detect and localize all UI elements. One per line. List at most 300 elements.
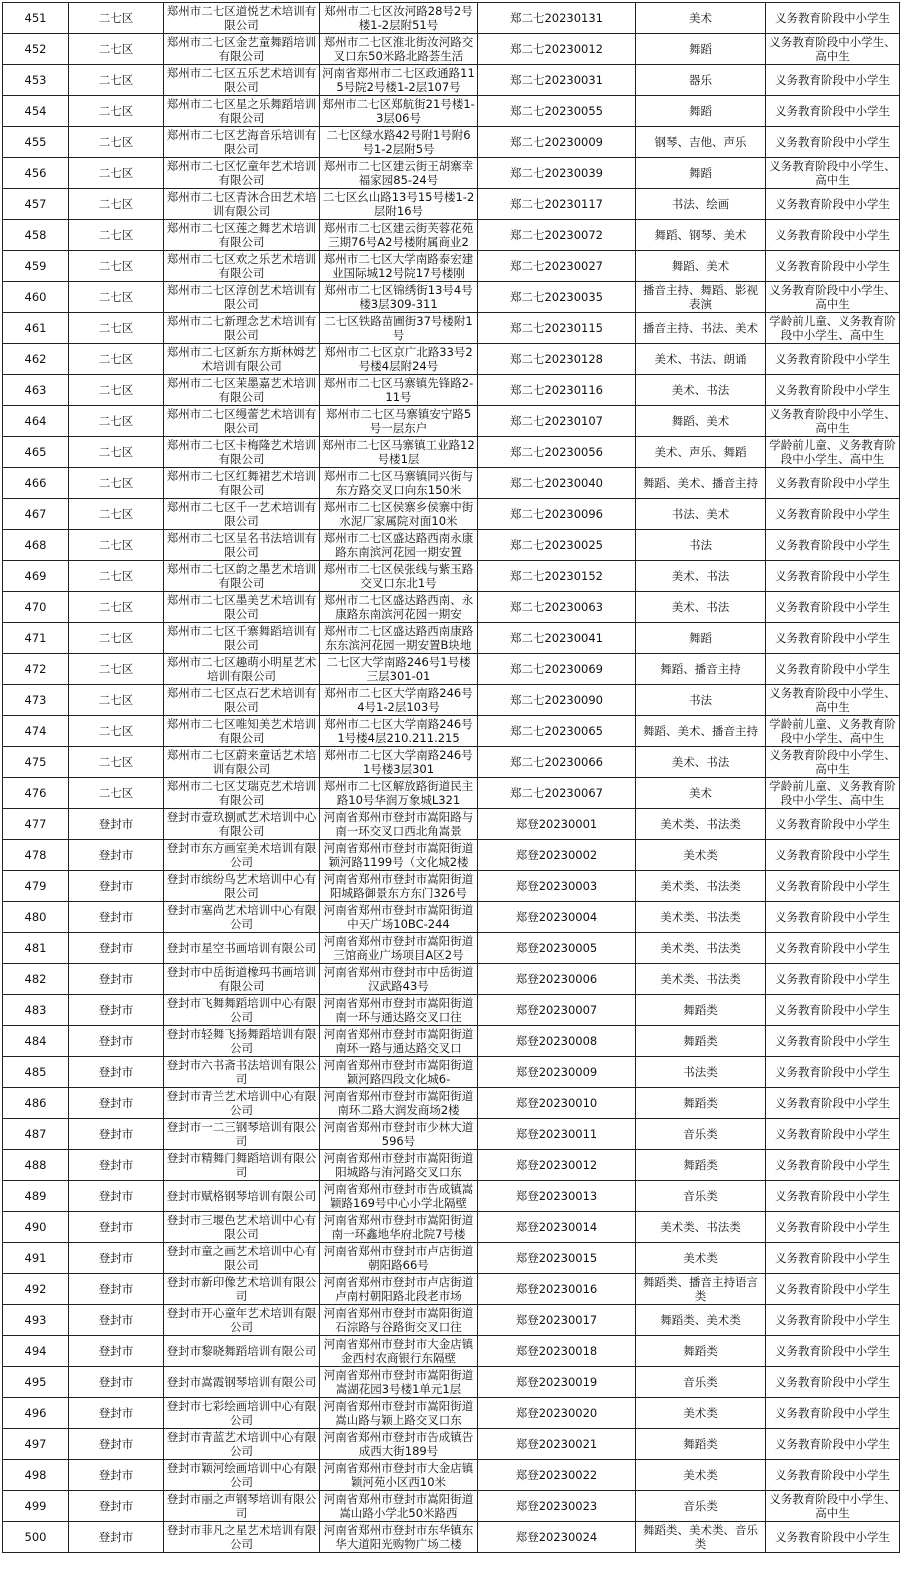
- institution-name-cell: [164, 468, 320, 499]
- row-number-text: 471: [24, 631, 47, 645]
- table-row: [3, 623, 900, 654]
- audience-cell-text: 义务教育阶段中小学生: [775, 1096, 890, 1110]
- category-cell: [636, 1088, 766, 1119]
- category-cell-text: 美术类、书法类: [660, 879, 741, 893]
- row-number-text: 490: [24, 1220, 47, 1234]
- category-cell-text: 舞蹈类、美术类、音乐类: [643, 1523, 758, 1551]
- address-cell-text: 郑州市二七区淮北街汝河路交叉口东50米路北路荟生活: [323, 35, 474, 63]
- table-row: [3, 1367, 900, 1398]
- license-code-cell: [478, 96, 636, 127]
- district-cell: [69, 933, 164, 964]
- institution-name-cell-text: 登封市青蓝艺术培训中心有限公司: [166, 1430, 317, 1458]
- address-cell-text: 河南省郑州市登封市嵩阳路与南一环交叉口西北角嵩景: [323, 810, 474, 838]
- institution-name-cell-text: 郑州市二七区艺海音乐培训有限公司: [166, 128, 317, 156]
- license-code-cell: [478, 1057, 636, 1088]
- license-code-cell-text: 郑二七20230066: [509, 755, 604, 769]
- address-cell: [320, 1088, 478, 1119]
- institution-name-cell-text: 郑州市二七区莲之舞艺术培训有限公司: [166, 221, 317, 249]
- audience-cell-text: 义务教育阶段中小学生: [775, 1313, 890, 1327]
- license-code-cell: [478, 530, 636, 561]
- row-number-text: 476: [24, 786, 47, 800]
- address-cell: [320, 96, 478, 127]
- category-cell: [636, 1367, 766, 1398]
- address-cell-text: 二七区大学南路246号1号楼三层301-01: [326, 655, 471, 683]
- category-cell: [636, 1119, 766, 1150]
- row-number-text: 475: [24, 755, 47, 769]
- category-cell-text: 美术类、书法类: [660, 910, 741, 924]
- license-code-cell: [478, 747, 636, 778]
- license-code-cell: [478, 1522, 636, 1553]
- district-cell: [69, 1491, 164, 1522]
- row-number-text: 457: [24, 197, 47, 211]
- table-row: [3, 96, 900, 127]
- license-code-cell-text: 郑登20230012: [515, 1158, 598, 1172]
- license-code-cell: [478, 34, 636, 65]
- license-code-cell-text: 郑二七20230055: [509, 104, 604, 118]
- category-cell-text: 美术: [689, 11, 712, 25]
- institution-name-cell: [164, 127, 320, 158]
- row-number-text: 465: [24, 445, 47, 459]
- row-number-text: 463: [24, 383, 47, 397]
- category-cell: [636, 1522, 766, 1553]
- row-number: [3, 3, 69, 34]
- license-code-cell: [478, 3, 636, 34]
- row-number-text: 487: [24, 1127, 47, 1141]
- district-cell-text: 二七区: [98, 786, 134, 800]
- category-cell: [636, 189, 766, 220]
- license-code-cell: [478, 1181, 636, 1212]
- audience-cell-text: 义务教育阶段中小学生: [775, 1468, 890, 1482]
- license-code-cell-text: 郑登20230005: [515, 941, 598, 955]
- row-number: [3, 375, 69, 406]
- audience-cell-text: 义务教育阶段中小学生: [775, 11, 890, 25]
- district-cell-text: 登封市: [98, 1065, 134, 1079]
- institution-name-cell-text: 登封市精舞门舞蹈培训有限公司: [166, 1151, 317, 1179]
- row-number: [3, 220, 69, 251]
- institution-name-cell: [164, 871, 320, 902]
- category-cell: [636, 871, 766, 902]
- audience-cell: [766, 468, 900, 499]
- address-cell-text: 郑州市二七区汝河路28号2号楼1-2层附51号: [324, 4, 473, 32]
- address-cell: [320, 592, 478, 623]
- table-row: [3, 282, 900, 313]
- address-cell-text: 郑州市二七区建云街王胡寨幸福家园85-24号: [323, 159, 474, 187]
- category-cell: [636, 1212, 766, 1243]
- district-cell: [69, 654, 164, 685]
- license-code-cell-text: 郑登20230013: [515, 1189, 598, 1203]
- category-cell: [636, 747, 766, 778]
- table-row: [3, 1150, 900, 1181]
- address-cell-text: 郑州市二七区京广北路33号2号楼4层附24号: [324, 345, 473, 373]
- institution-name-cell: [164, 344, 320, 375]
- audience-cell-text: 义务教育阶段中小学生、高中生: [769, 1492, 896, 1520]
- license-code-cell: [478, 1088, 636, 1119]
- institution-name-cell-text: 郑州市二七区五乐艺术培训有限公司: [166, 66, 317, 94]
- audience-cell: [766, 1057, 900, 1088]
- address-cell: [320, 654, 478, 685]
- license-code-cell: [478, 1212, 636, 1243]
- row-number: [3, 716, 69, 747]
- institution-name-cell: [164, 654, 320, 685]
- audience-cell-text: 义务教育阶段中小学生: [775, 1375, 890, 1389]
- row-number: [3, 1088, 69, 1119]
- category-cell-text: 音乐类: [683, 1127, 718, 1141]
- category-cell-text: 美术、书法: [671, 600, 730, 614]
- row-number: [3, 964, 69, 995]
- institution-name-cell: [164, 1274, 320, 1305]
- category-cell: [636, 1243, 766, 1274]
- row-number-text: 484: [24, 1034, 47, 1048]
- institution-name-cell: [164, 499, 320, 530]
- institution-name-cell-text: 登封市壹玖捌贰艺术培训中心有限公司: [166, 810, 317, 838]
- district-cell-text: 登封市: [98, 817, 134, 831]
- license-code-cell-text: 郑二七20230096: [509, 507, 604, 521]
- audience-cell: [766, 1336, 900, 1367]
- row-number-text: 489: [24, 1189, 47, 1203]
- category-cell-text: 美术类: [683, 1468, 718, 1482]
- address-cell-text: 河南省郑州市登封市嵩阳街道石淙路与谷路街交叉口往: [323, 1306, 474, 1334]
- row-number-text: 486: [24, 1096, 47, 1110]
- category-cell-text: 钢琴、吉他、声乐: [654, 135, 747, 149]
- row-number: [3, 902, 69, 933]
- row-number: [3, 406, 69, 437]
- category-cell-text: 音乐类: [683, 1375, 718, 1389]
- district-cell-text: 二七区: [98, 290, 134, 304]
- institution-name-cell: [164, 809, 320, 840]
- table-row: [3, 34, 900, 65]
- address-cell: [320, 1119, 478, 1150]
- row-number: [3, 809, 69, 840]
- license-code-cell-text: 郑登20230016: [515, 1282, 598, 1296]
- institution-name-cell-text: 郑州市二七区青沐合田艺术培训有限公司: [166, 190, 317, 218]
- row-number-text: 499: [24, 1499, 47, 1513]
- institution-name-cell-text: 登封市嵩霞钢琴培训有限公司: [166, 1375, 317, 1389]
- audience-cell: [766, 933, 900, 964]
- institution-name-cell: [164, 1119, 320, 1150]
- row-number: [3, 251, 69, 282]
- category-cell-text: 舞蹈类: [683, 1003, 718, 1017]
- district-cell-text: 二七区: [98, 228, 134, 242]
- table-row: [3, 1088, 900, 1119]
- address-cell-text: 郑州市二七区马寨镇工业路12号楼1层: [322, 438, 475, 466]
- address-cell: [320, 313, 478, 344]
- row-number: [3, 747, 69, 778]
- district-cell-text: 登封市: [98, 1406, 134, 1420]
- license-code-cell-text: 郑二七20230035: [509, 290, 604, 304]
- address-cell-text: 郑州市二七区马寨镇先锋路2-11号: [323, 376, 474, 404]
- license-code-cell: [478, 65, 636, 96]
- license-code-cell: [478, 1336, 636, 1367]
- district-cell-text: 登封市: [98, 1003, 134, 1017]
- district-cell-text: 二七区: [98, 383, 134, 397]
- row-number-text: 497: [24, 1437, 47, 1451]
- district-cell-text: 二七区: [98, 569, 134, 583]
- audience-cell-text: 义务教育阶段中小学生: [775, 1158, 890, 1172]
- address-cell-text: 郑州市二七区大学南路246号1号楼3层301: [324, 748, 473, 776]
- row-number: [3, 592, 69, 623]
- district-cell-text: 二七区: [98, 631, 134, 645]
- institution-name-cell-text: 登封市新印像艺术培训有限公司: [166, 1275, 317, 1303]
- table-row: [3, 1522, 900, 1553]
- table-row: [3, 1212, 900, 1243]
- category-cell: [636, 654, 766, 685]
- license-code-cell-text: 郑登20230001: [515, 817, 598, 831]
- license-code-cell-text: 郑二七20230041: [509, 631, 604, 645]
- audience-cell-text: 义务教育阶段中小学生: [775, 383, 890, 397]
- institution-name-cell: [164, 1088, 320, 1119]
- address-cell: [320, 344, 478, 375]
- table-body: [3, 3, 900, 1553]
- license-code-cell: [478, 220, 636, 251]
- audience-cell: [766, 871, 900, 902]
- row-number: [3, 933, 69, 964]
- district-cell: [69, 747, 164, 778]
- row-number: [3, 530, 69, 561]
- category-cell-text: 美术类、书法类: [660, 817, 741, 831]
- table-row: [3, 654, 900, 685]
- district-cell: [69, 623, 164, 654]
- address-cell-text: 郑州市二七区马寨镇同兴街与东方路交叉口向东150米: [323, 469, 474, 497]
- institution-name-cell-text: 郑州市二七区趣萌小明星艺术培训有限公司: [166, 655, 317, 683]
- institution-name-cell: [164, 251, 320, 282]
- category-cell-text: 美术、声乐、舞蹈: [654, 445, 747, 459]
- institution-name-cell-text: 郑州市二七区金艺童舞蹈培训有限公司: [166, 35, 317, 63]
- category-cell: [636, 1491, 766, 1522]
- audience-cell: [766, 1026, 900, 1057]
- institution-name-cell-text: 郑州市二七区道悦艺术培训有限公司: [166, 4, 317, 32]
- institution-name-cell: [164, 1429, 320, 1460]
- audience-cell: [766, 1212, 900, 1243]
- license-code-cell: [478, 251, 636, 282]
- row-number-text: 480: [24, 910, 47, 924]
- institution-name-cell: [164, 902, 320, 933]
- district-cell: [69, 96, 164, 127]
- district-cell: [69, 592, 164, 623]
- license-code-cell-text: 郑登20230008: [515, 1034, 598, 1048]
- institution-name-cell: [164, 716, 320, 747]
- row-number-text: 488: [24, 1158, 47, 1172]
- address-cell-text: 郑州市二七区解放路街道民主路10号华润万象城L321: [323, 779, 474, 807]
- category-cell-text: 音乐类: [683, 1499, 718, 1513]
- license-code-cell: [478, 1429, 636, 1460]
- district-cell-text: 登封市: [98, 1468, 134, 1482]
- address-cell: [320, 1181, 478, 1212]
- audience-cell-text: 义务教育阶段中小学生: [775, 352, 890, 366]
- license-code-cell: [478, 716, 636, 747]
- row-number-text: 464: [24, 414, 47, 428]
- category-cell-text: 播音主持、舞蹈、影视表演: [643, 283, 758, 311]
- audience-cell: [766, 561, 900, 592]
- address-cell-text: 河南省郑州市登封市告成镇告成西大街189号: [323, 1430, 474, 1458]
- category-cell-text: 美术类: [683, 1406, 718, 1420]
- address-cell: [320, 902, 478, 933]
- address-cell: [320, 158, 478, 189]
- audience-cell-text: 义务教育阶段中小学生: [775, 848, 890, 862]
- row-number: [3, 313, 69, 344]
- table-row: [3, 499, 900, 530]
- institution-name-cell-text: 登封市颖河绘画培训中心有限公司: [166, 1461, 317, 1489]
- address-cell: [320, 685, 478, 716]
- district-cell-text: 二七区: [98, 352, 134, 366]
- institution-name-cell: [164, 375, 320, 406]
- audience-cell: [766, 685, 900, 716]
- license-code-cell-text: 郑二七20230107: [509, 414, 604, 428]
- audience-cell: [766, 1522, 900, 1553]
- table-row: [3, 189, 900, 220]
- institution-name-cell: [164, 437, 320, 468]
- district-cell-text: 登封市: [98, 1375, 134, 1389]
- table-row: [3, 127, 900, 158]
- row-number-text: 451: [24, 11, 47, 25]
- row-number: [3, 685, 69, 716]
- row-number: [3, 1212, 69, 1243]
- row-number: [3, 282, 69, 313]
- license-code-cell: [478, 127, 636, 158]
- audience-cell-text: 义务教育阶段中小学生、高中生: [769, 748, 896, 776]
- row-number-text: 468: [24, 538, 47, 552]
- audience-cell-text: 义务教育阶段中小学生: [775, 1034, 890, 1048]
- address-cell: [320, 127, 478, 158]
- institution-name-cell-text: 登封市童之画艺术培训中心有限公司: [166, 1244, 317, 1272]
- audience-cell-text: 义务教育阶段中小学生: [775, 879, 890, 893]
- district-cell: [69, 1460, 164, 1491]
- row-number: [3, 1460, 69, 1491]
- district-cell-text: 二七区: [98, 321, 134, 335]
- row-number: [3, 1243, 69, 1274]
- address-cell: [320, 468, 478, 499]
- district-cell-text: 登封市: [98, 1189, 134, 1203]
- address-cell: [320, 1522, 478, 1553]
- institution-name-cell-text: 登封市星空书画培训有限公司: [166, 941, 317, 955]
- license-code-cell: [478, 902, 636, 933]
- district-cell-text: 二七区: [98, 600, 134, 614]
- license-code-cell-text: 郑登20230019: [515, 1375, 598, 1389]
- audience-cell: [766, 1243, 900, 1274]
- category-cell: [636, 1150, 766, 1181]
- institution-name-cell: [164, 406, 320, 437]
- audience-cell-text: 义务教育阶段中小学生: [775, 1251, 890, 1265]
- category-cell-text: 舞蹈、美术: [671, 414, 730, 428]
- institution-name-cell: [164, 1212, 320, 1243]
- district-cell: [69, 530, 164, 561]
- category-cell-text: 美术类: [683, 848, 718, 862]
- institution-name-cell: [164, 840, 320, 871]
- table-row: [3, 1181, 900, 1212]
- audience-cell: [766, 3, 900, 34]
- address-cell: [320, 840, 478, 871]
- district-cell: [69, 561, 164, 592]
- institution-name-cell-text: 登封市塞尚艺术培训中心有限公司: [166, 903, 317, 931]
- address-cell-text: 河南省郑州市二七区政通路115号院2号楼1-2层107号: [322, 66, 475, 94]
- row-number: [3, 499, 69, 530]
- row-number: [3, 654, 69, 685]
- institution-name-cell-text: 登封市七彩绘画培训中心有限公司: [166, 1399, 317, 1427]
- district-cell: [69, 468, 164, 499]
- address-cell-text: 郑州市二七区侯张线与紫玉路交叉口东北1号: [323, 562, 474, 590]
- table-row: [3, 933, 900, 964]
- address-cell-text: 河南省郑州市登封市东华镇东华大道阳光购物广场二楼: [323, 1523, 474, 1551]
- category-cell-text: 舞蹈、钢琴、美术: [654, 228, 747, 242]
- license-code-cell-text: 郑二七20230072: [509, 228, 604, 242]
- category-cell: [636, 561, 766, 592]
- license-code-cell-text: 郑二七20230063: [509, 600, 604, 614]
- address-cell: [320, 747, 478, 778]
- license-code-cell-text: 郑二七20230056: [509, 445, 604, 459]
- address-cell-text: 郑州市二七区盛达路西南永康路东南滨河花园一期安置: [323, 531, 474, 559]
- address-cell-text: 二七区绿水路42号附1号附6号1-2层附5号: [326, 128, 471, 156]
- category-cell-text: 舞蹈、美术: [671, 259, 730, 273]
- license-code-cell: [478, 1305, 636, 1336]
- category-cell-text: 播音主持、书法、美术: [643, 321, 758, 335]
- category-cell-text: 音乐类: [683, 1189, 718, 1203]
- address-cell: [320, 1336, 478, 1367]
- license-code-cell: [478, 189, 636, 220]
- address-cell: [320, 65, 478, 96]
- audience-cell-text: 义务教育阶段中小学生: [775, 259, 890, 273]
- address-cell: [320, 995, 478, 1026]
- audience-cell-text: 义务教育阶段中小学生: [775, 73, 890, 87]
- category-cell: [636, 96, 766, 127]
- license-code-cell: [478, 561, 636, 592]
- audience-cell-text: 义务教育阶段中小学生: [775, 104, 890, 118]
- license-code-cell-text: 郑二七20230012: [509, 42, 604, 56]
- audience-cell: [766, 1150, 900, 1181]
- audience-cell-text: 义务教育阶段中小学生、高中生: [769, 159, 896, 187]
- district-cell-text: 登封市: [98, 941, 134, 955]
- category-cell-text: 美术类: [683, 1251, 718, 1265]
- table-row: [3, 3, 900, 34]
- audience-cell: [766, 282, 900, 313]
- category-cell-text: 舞蹈: [689, 104, 712, 118]
- institution-name-cell-text: 登封市开心童年艺术培训有限公司: [166, 1306, 317, 1334]
- table-row: [3, 1460, 900, 1491]
- institution-name-cell: [164, 1491, 320, 1522]
- address-cell-text: 郑州市二七区马寨镇安宁路5号一层东户: [325, 407, 472, 435]
- institution-name-cell-text: 登封市飞舞舞蹈培训中心有限公司: [166, 996, 317, 1024]
- audience-cell: [766, 189, 900, 220]
- audience-cell-text: 义务教育阶段中小学生: [775, 662, 890, 676]
- license-code-cell-text: 郑二七20230069: [509, 662, 604, 676]
- table-row: [3, 437, 900, 468]
- row-number-text: 456: [24, 166, 47, 180]
- institution-name-cell-text: 登封市轻舞飞扬舞蹈培训有限公司: [166, 1027, 317, 1055]
- category-cell-text: 书法、绘画: [671, 197, 730, 211]
- row-number: [3, 127, 69, 158]
- institution-name-cell-text: 郑州市二七区星之乐舞蹈培训有限公司: [166, 97, 317, 125]
- district-cell-text: 二七区: [98, 73, 134, 87]
- address-cell-text: 河南省郑州市登封市嵩阳街道阳城路御景东方东门326号: [323, 872, 474, 900]
- table-row: [3, 1305, 900, 1336]
- row-number-text: 453: [24, 73, 47, 87]
- audience-cell: [766, 437, 900, 468]
- license-code-cell: [478, 1026, 636, 1057]
- category-cell: [636, 933, 766, 964]
- district-cell: [69, 871, 164, 902]
- license-code-cell-text: 郑登20230004: [515, 910, 598, 924]
- license-code-cell-text: 郑二七20230115: [509, 321, 604, 335]
- district-cell-text: 二七区: [98, 724, 134, 738]
- district-cell: [69, 220, 164, 251]
- district-cell-text: 登封市: [98, 1282, 134, 1296]
- district-cell-text: 二七区: [98, 693, 134, 707]
- district-cell-text: 二七区: [98, 11, 134, 25]
- row-number: [3, 840, 69, 871]
- audience-cell-text: 义务教育阶段中小学生: [775, 1220, 890, 1234]
- category-cell-text: 书法: [689, 693, 712, 707]
- institution-name-cell-text: 郑州市二七区茉墨嘉艺术培训有限公司: [166, 376, 317, 404]
- address-cell: [320, 809, 478, 840]
- address-cell: [320, 623, 478, 654]
